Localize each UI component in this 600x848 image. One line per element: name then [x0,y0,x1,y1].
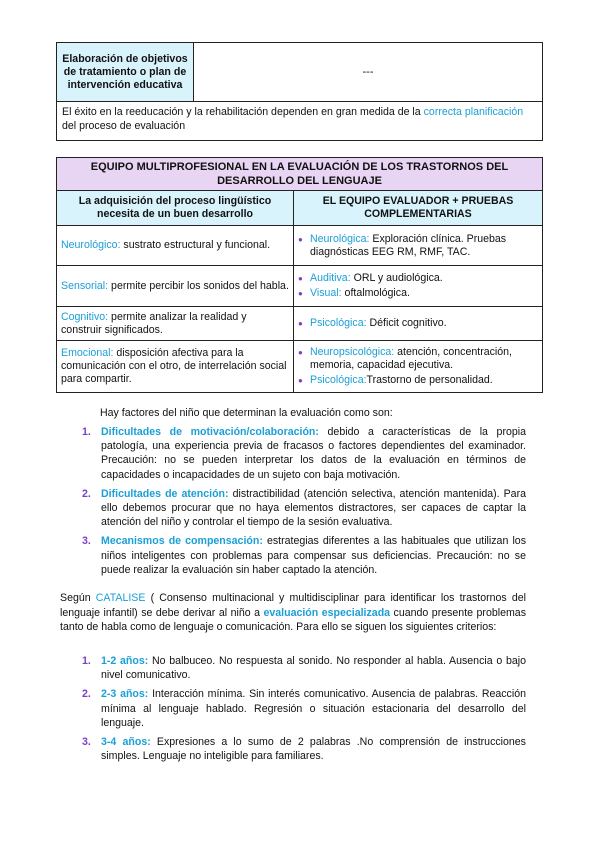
table-row: Emocional: disposición afectiva para la comunicación con el otro, de interrelación social para compartir. ● Neuropsicológica: atención, concentración, memoria, capacidad ejecutiva. ● Psicológica:Trastorno de personalidad. [57,341,543,393]
list-item: 3. 3-4 años: Expresiones a lo sumo de 2 palabras .No comprensión de instrucciones simples. Lenguaje no inteligible para familiares. [82,736,526,763]
catalise-link[interactable]: CATALISE [95,592,146,604]
objectives-table [56,42,543,141]
catalise-paragraph: Según CATALISE ( Consenso multinacional y multidisciplinar para identificar los trastornos del lenguaje infantil) se debe derivar al niño a evaluación especializada cuando presente problemas tanto de habla como de lenguaje o comunicación. Para ello se siguen los siguientes criterios: [60,592,526,634]
list-item: 3. Mecanismos de compensación: estrategias diferentes a las habituales que utilizan los niños inteligentes con problemas para compensar sus deficiencias. Precaución: no se puede realizar la evaluación sin haber captado la atención. [82,535,526,576]
list-item: 1. 1-2 años: No balbuceo. No respuesta al sonido. No responder al habla. Ausencia o bajo nivel comunicativo. [82,655,526,682]
criteria-list [76,654,526,768]
table-row: Neurológico: sustrato estructural y funcional. ● Neurológica: Exploración clínica. Pruebas diagnósticas EEG RM, RMF, TAC. [57,226,543,266]
planning-link[interactable]: correcta planificación [423,106,524,118]
list-item: ● Psicológica: Déficit cognitivo. [298,317,538,330]
evaluation-note: El éxito en la reeducación y la rehabilitación dependen en gran medida de la correcta planificación del proceso de evaluación [57,102,543,141]
list-item: ● Auditiva: ORL y audiológica. [298,272,538,285]
table-row: Cognitivo: permite analizar la realidad y construir significados. ● Psicológica: Déficit cognitivo. [57,307,543,341]
list-item: 1. Dificultades de motivación/colaboración: debido a características de la propia patología, una experiencia previa de fracasos o factores dependientes del examinador. Precaución: no se pueden interpretar los datos de la evaluación en términos de capacidades o incapacidades de un sujeto con baja motivación. [82,426,526,481]
factors-intro: Hay factores del niño que determinan la evaluación como son: [100,407,393,419]
list-item: ● Neuropsicológica: atención, concentración, memoria, capacidad ejecutiva. [298,346,538,372]
factors-list [76,425,526,582]
list-item: ● Neurológica: Exploración clínica. Pruebas diagnósticas EEG RM, RMF, TAC. [298,233,538,259]
equipo-table [56,157,543,393]
table-row: Sensorial: permite percibir los sonidos del habla. ● Auditiva: ORL y audiológica. ● Visual: oftalmológica. [57,266,543,307]
objectives-header: Elaboración de objetivos de tratamiento o plan de intervención educativa [57,43,194,102]
list-item: ● Psicológica:Trastorno de personalidad. [298,374,538,387]
list-item: 2. Dificultades de atención: distractibilidad (atención selectiva, atención mantenida). Para ello debemos procurar que no haya elementos distractores, ser capaces de captar la atención del niño y controlar el tiempo de la sesión evaluativa. [82,487,526,529]
col-right-header: EL EQUIPO EVALUADOR + PRUEBAS COMPLEMENTARIAS [294,191,543,226]
list-item: ● Visual: oftalmológica. [298,287,538,300]
objectives-value: --- [194,43,543,102]
col-left-header: La adquisición del proceso lingüístico necesita de un buen desarrollo [57,191,294,226]
list-item: 2. 2-3 años: Interacción mínima. Sin interés comunicativo. Ausencia de palabras. Reacción mínima al lenguaje hablado. Regresión o situación estacionaria del desarrollo del lenguaje. [82,688,526,729]
equipo-title: EQUIPO MULTIPROFESIONAL EN LA EVALUACIÓN DE LOS TRASTORNOS DEL DESARROLLO DEL LENGUAJE [57,158,543,191]
